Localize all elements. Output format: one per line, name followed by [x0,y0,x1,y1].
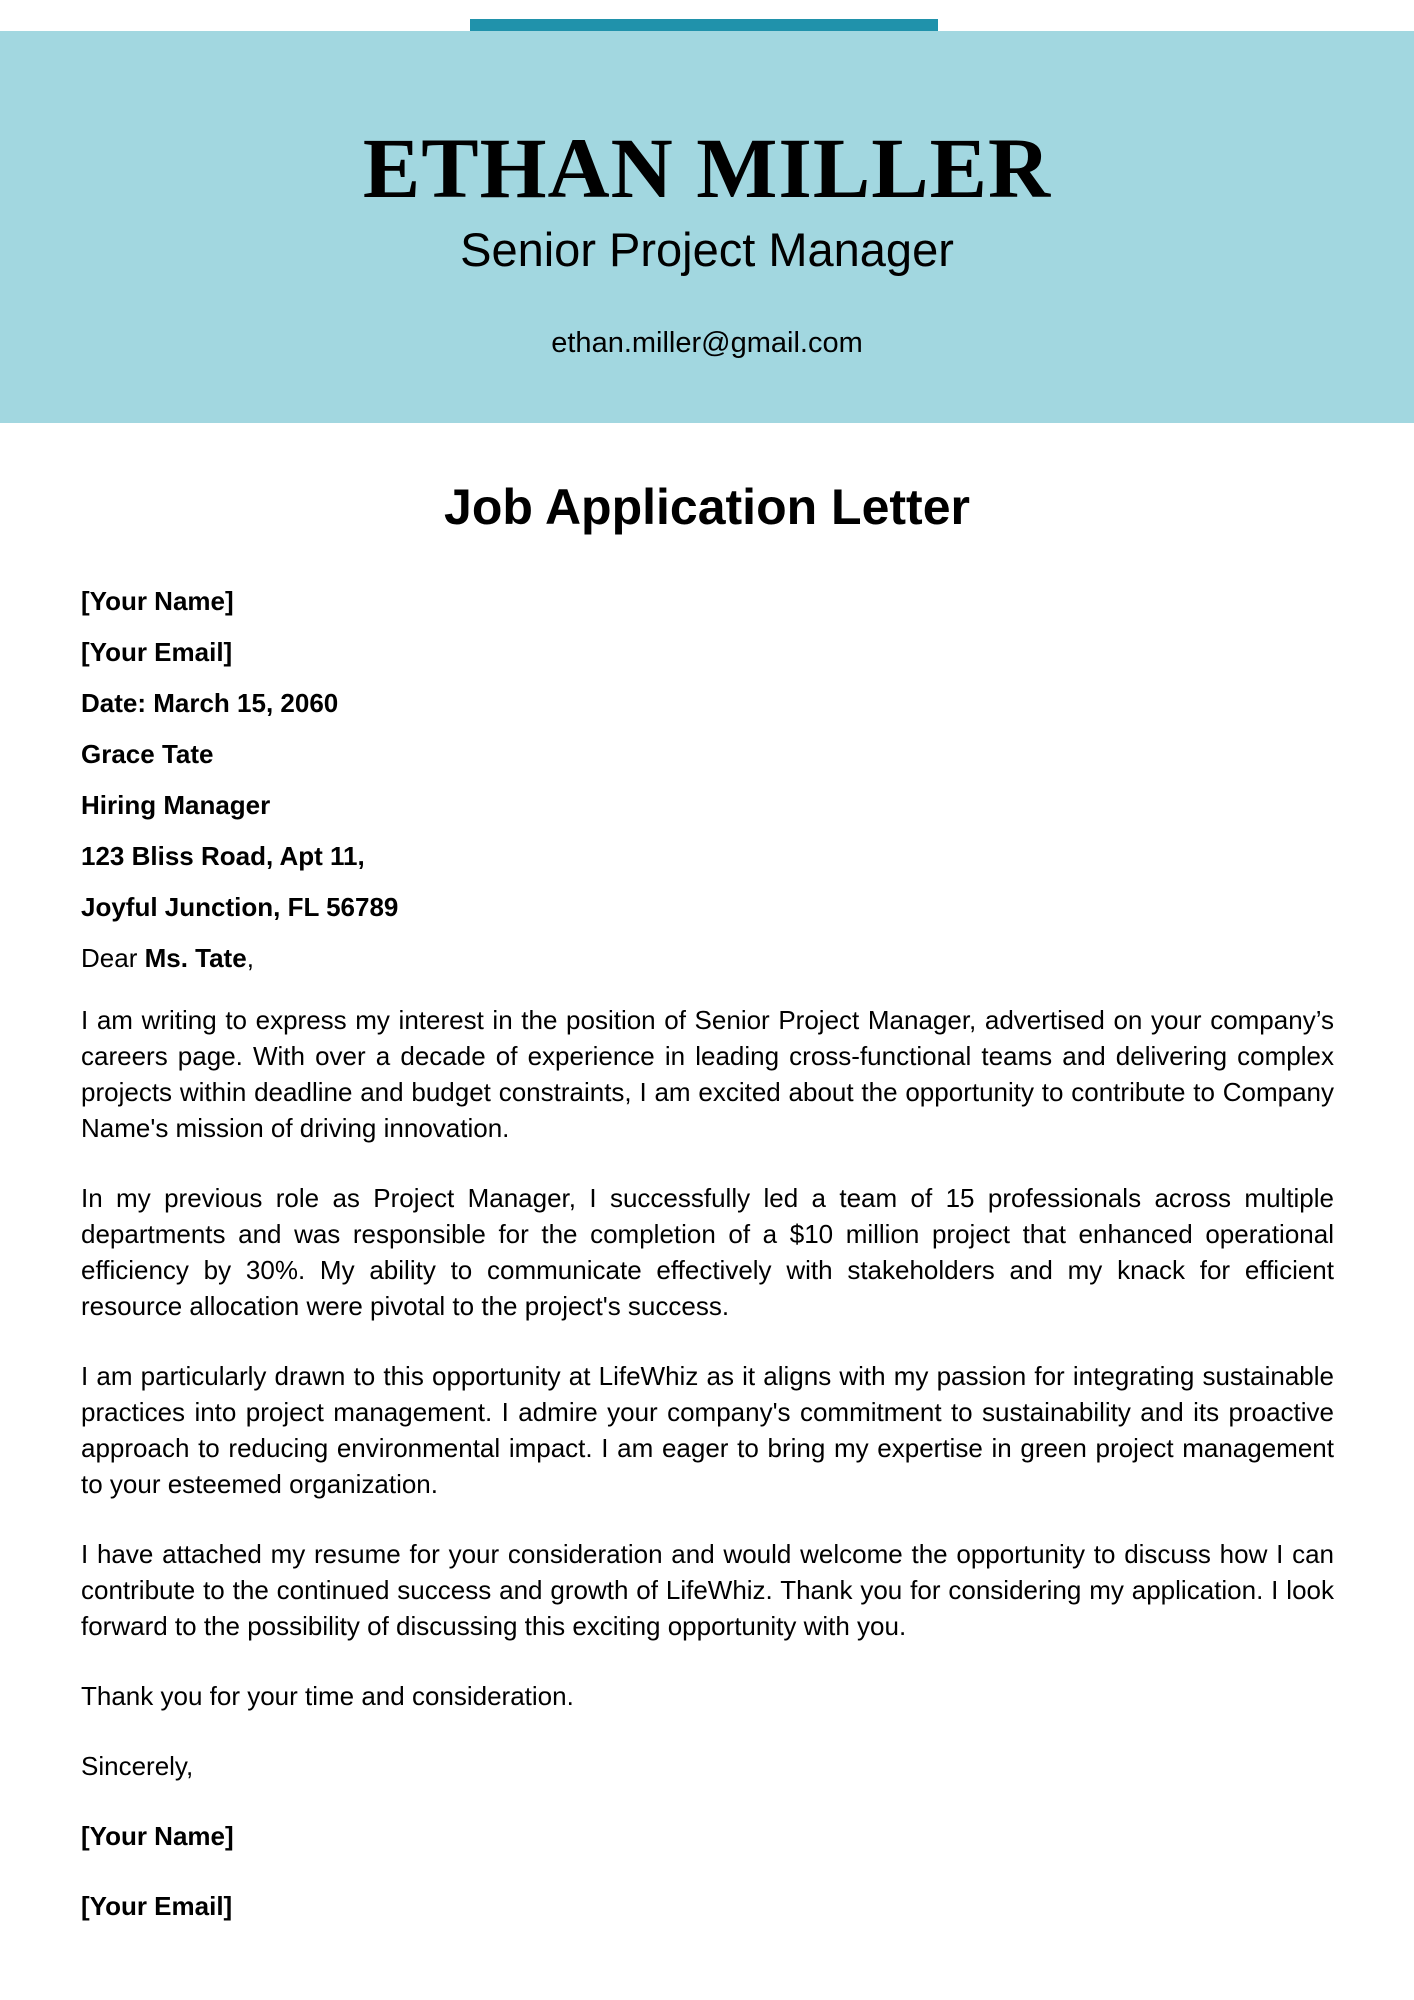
letter-date: Date: March 15, 2060 [81,688,339,718]
signature-email: [Your Email] [81,1891,233,1921]
body-paragraph-2: In my previous role as Project Manager, I successfully led a team of 15 professionals across multiple departments and was responsible for the completion of a $10 million project that enhanced operational efficiency by 30%. My ability to communicate effectively with stakeholders and my knack for efficient resource allocation were pivotal to the project's success. [81,1183,1334,1321]
salutation-name: Ms. Tate [144,943,247,973]
letter-heading: Job Application Letter [444,479,970,535]
address-line-1: 123 Bliss Road, Apt 11, [81,841,365,871]
address-line-2: Joyful Junction, FL 56789 [81,892,399,922]
recipient-title: Hiring Manager [81,790,271,820]
salutation [81,933,1334,984]
closing-line: Sincerely, [81,1751,194,1781]
applicant-email: ethan.miller@gmail.com [551,327,863,359]
sender-name: [Your Name] [81,586,234,616]
letter-body [81,576,1334,1924]
thanks-line: Thank you for your time and consideration. [81,1681,574,1711]
salutation-suffix: , [246,943,254,973]
signature-name: [Your Name] [81,1821,234,1851]
body-paragraph-4: I have attached my resume for your consideration and would welcome the opportunity to discuss how I can contribute to the continued success and growth of LifeWhiz. Thank you for considering my application. I look forward to the possibility of discussing this exciting opportunity with you. [81,1539,1334,1641]
body-paragraph-3: I am particularly drawn to this opportunity at LifeWhiz as it aligns with my passion for integrating sustainable practices into project management. I admire your company's commitment to sustainability and its proactive approach to reducing environmental impact. I am eager to bring my expertise in green project management to your esteemed organization. [81,1361,1334,1499]
applicant-name: ETHAN MILLER [362,120,1052,216]
recipient-name: Grace Tate [81,739,214,769]
body-paragraph-1: I am writing to express my interest in the position of Senior Project Manager, advertised on your company’s careers page. With over a decade of experience in leading cross-functional teams and delivering complex projects within deadline and budget constraints, I am excited about the opportunity to contribute to Company Name's mission of driving innovation. [81,1005,1334,1143]
applicant-job-title: Senior Project Manager [460,223,954,276]
sender-email: [Your Email] [81,637,233,667]
salutation-prefix: Dear [81,943,145,973]
